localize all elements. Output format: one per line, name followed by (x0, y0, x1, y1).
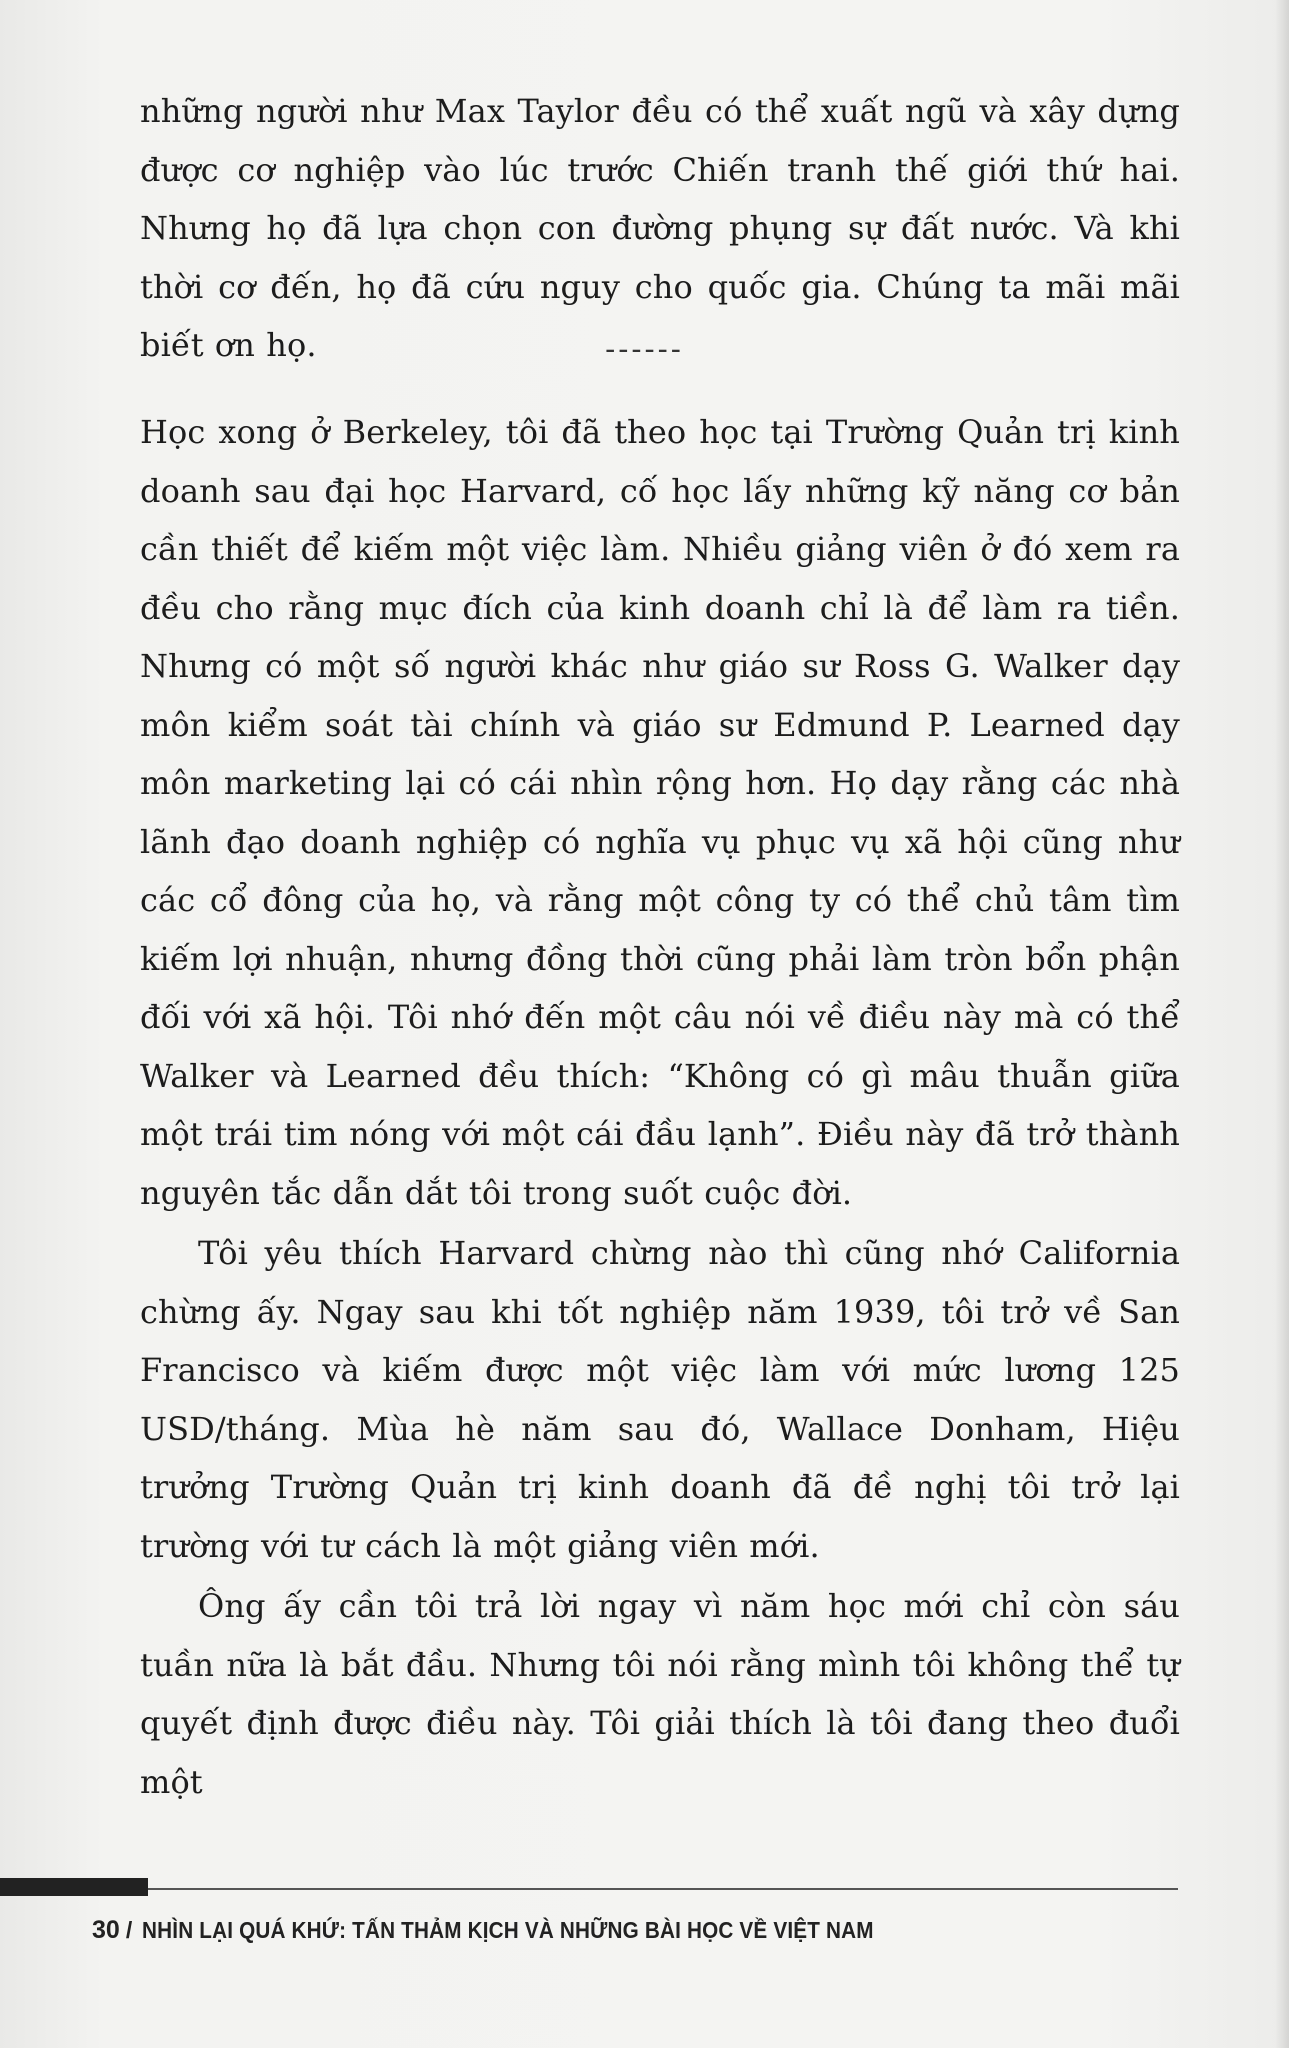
running-footer (92, 1916, 955, 1945)
footer-rule (148, 1888, 1178, 1890)
footer-slash: / (125, 1917, 133, 1943)
page-number: 30 (92, 1916, 120, 1944)
paragraph-answer-request: Ông ấy cần tôi trả lời ngay vì năm học mới chỉ còn sáu tuần nữa là bắt đầu. Nhưng tôi nói rằng mình tôi không thể tự quyết định được điều này. Tôi giải thích là tôi đang theo đuổi một (140, 1587, 1180, 1801)
book-title: NHÌN LẠI QUÁ KHỨ: TẤN THẢM KỊCH VÀ NHỮNG BÀI HỌC VỀ VIỆT NAM (142, 1917, 874, 1943)
top-text-block (140, 82, 1180, 375)
page-edge-shadow (1275, 0, 1289, 2048)
main-text-block (140, 403, 1180, 1811)
paragraph-continuation: những người như Max Taylor đều có thể xuất ngũ và xây dựng được cơ nghiệp vào lúc trước Chiến tranh thế giới thứ hai. Nhưng họ đã lựa chọn con đường phụng sự đất nước. Và khi thời cơ đến, họ đã cứu nguy cho quốc gia. Chúng ta mãi mãi biết ơn họ. (140, 92, 1180, 364)
section-separator: ------ (605, 332, 684, 367)
paragraph-berkeley-harvard: Học xong ở Berkeley, tôi đã theo học tại Trường Quản trị kinh doanh sau đại học Harvard, cố học lấy những kỹ năng cơ bản cần thiết để kiếm một việc làm. Nhiều giảng viên ở đó xem ra đều cho rằng mục đích của kinh doanh chỉ là để làm ra tiền. Nhưng có một số người khác như giáo sư Ross G. Walker dạy môn kiểm soát tài chính và giáo sư Edmund P. Learned dạy môn marketing lại có cái nhìn rộng hơn. Họ dạy rằng các nhà lãnh đạo doanh nghiệp có nghĩa vụ phục vụ xã hội cũng như các cổ đông của họ, và rằng một công ty có thể chủ tâm tìm kiếm lợi nhuận, nhưng đồng thời cũng phải làm tròn bổn phận đối với xã hội. Tôi nhớ đến một câu nói về điều này mà có thể Walker và Learned đều thích: “Không có gì mâu thuẫn giữa một trái tim nóng với một cái đầu lạnh”. Điều này đã trở thành nguyên tắc dẫn dắt tôi trong suốt cuộc đời. (140, 413, 1180, 1212)
footer-bar (0, 1878, 148, 1896)
paragraph-california: Tôi yêu thích Harvard chừng nào thì cũng nhớ California chừng ấy. Ngay sau khi tốt nghiệp năm 1939, tôi trở về San Francisco và kiếm được một việc làm với mức lương 125 USD/tháng. Mùa hè năm sau đó, Wallace Donham, Hiệu trưởng Trường Quản trị kinh doanh đã đề nghị tôi trở lại trường với tư cách là một giảng viên mới. (140, 1234, 1180, 1565)
